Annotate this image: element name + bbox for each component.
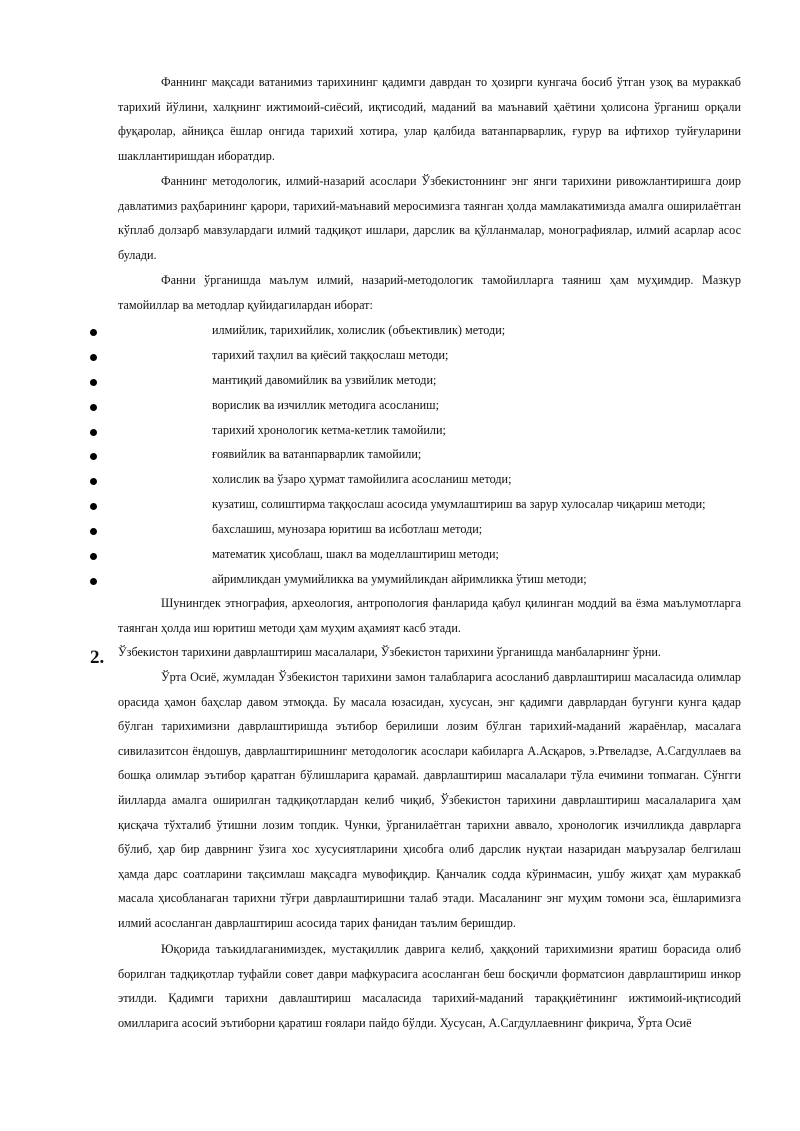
bullet-icon	[90, 404, 97, 411]
list-item: илмийлик, тарихийлик, холислик (объективлик) методи;	[0, 318, 800, 343]
list-item: ғоявийлик ва ватанпарварлик тамойили;	[0, 442, 800, 467]
bullet-icon	[90, 379, 97, 386]
list-item: айримликдан умумийликка ва умумийликдан айримликка ўтиш методи;	[0, 567, 800, 592]
section-number: 2.	[90, 647, 105, 668]
paragraph-ethnography: Шунингдек этнография, археология, антропология фанларида қабул қилинган моддий ва ёзма маълумотларга таянган ҳолда иш юритиш методи ҳам муҳим аҳамият касб этади.	[118, 596, 741, 635]
bullet-icon	[90, 429, 97, 436]
list-item: тарихий таҳлил ва қиёсий таққослаш методи;	[0, 343, 800, 368]
list-item: тарихий хронологик кетма-кетлик тамойили;	[0, 418, 800, 443]
bullet-icon	[90, 478, 97, 485]
bullet-icon	[90, 553, 97, 560]
paragraph-methodology: Фаннинг методологик, илмий-назарий асослари Ўзбекистоннинг энг янги тарихини ривожлантиришга доир давлатимиз раҳбарининг қарори, тарихий-маънавий меросимизга таянган ҳолда мамлакатимизда амалга оширилаётган кўплаб долзарб мавзулардаги илмий тадқиқот ишлари, дарслик ва қўлланмалар, монографиялар, илмий асарлар асос булади.	[118, 174, 741, 262]
list-item: кузатиш, солиштирма таққослаш асосида умумлаштириш ва зарур хулосалар чиқариш методи;	[0, 492, 800, 517]
bullet-icon	[90, 578, 97, 585]
bullet-icon	[90, 329, 97, 336]
bullet-icon	[90, 453, 97, 460]
list-item: мантиқий давомийлик ва узвийлик методи;	[0, 368, 800, 393]
paragraph-independence-period: Юқорида таъкидлаганимиздек, мустақиллик даврига келиб, ҳаққоний тарихимизни яратиш борасида олиб борилган тадқиқотлар туфайли совет даври мафкурасига асосланган беш босқичли форматсион даврлаштириш инкор этилди. Қадимги тарихни давлаштириш масаласида тарихий-маданий тараққиётининг ижтимоий-иқтисодий омилларига асосий эътиборни қаратиш ғоялари пайдо бўлди. Хусусан, А.Сагдуллаевнинг фикрича, Ўрта Осиё	[118, 942, 741, 1030]
bullet-icon	[90, 503, 97, 510]
section-heading: Ўзбекистон тарихини даврлаштириш масалалари, Ўзбекистон тарихини ўрганишда манбаларнинг ўрни.	[118, 645, 661, 659]
paragraph-periodization: Ўрта Осиё, жумладан Ўзбекистон тарихини замон талабларига асосланиб даврлаштириш масаласида олимлар орасида ҳамон баҳслар давом этмоқда. Бу масала юзасидан, хусусан, энг қадимги даврлардан бугунги кунга қадар бўлган тарихимизни даврлаштиришда эътибор берилиши лозим бўлган тарихий-маданий жараёнлар, масалага сивилазитсон ёндошув, даврлаштиришнинг методологик асослари кабиларга А.Асқаров, э.Ртвеладзе, А.Сагдуллаев ва бошқа олимлар эътибор қаратган бўлишларига қарамай. даврлаштириш масалалари тўла ечимини топмаган. Сўнгги йилларда амалга оширилган тадқиқотлардан келиб чиқиб, Ўзбекистон тарихини даврлаштириш масалаларига ҳам қисқача тўхталиб ўтишни лозим топдик. Чунки, ўрганилаётган тарихни аввало, хронологик изчилликда даврларга бўлиб, ҳар бир даврнинг ўзига хос хусусиятларини ҳисобга олиб дарслик нуқтаи назаридан маърузалар белгилаш ҳамда дарс соатларини тақсимлаш мақсадга мувофиқдир. Қанчалик содда кўринмасин, ушбу жиҳат ҳам мураккаб масала ҳисобланаган тарихни тўғри даврлаштиришни талаб этади. Масаланинг энг муҳим томони эса, ёшларимизга илмий асосланган даврлаштириш асосида тарих фанидан таълим беришдир.	[118, 670, 741, 930]
list-item: холислик ва ўзаро ҳурмат тамойилига асосланиш методи;	[0, 467, 800, 492]
list-item: ворислик ва изчиллик методига асосланиш;	[0, 393, 800, 418]
principles-list	[0, 318, 800, 592]
list-item: математик ҳисоблаш, шакл ва моделлаштириш методи;	[0, 542, 800, 567]
bullet-icon	[90, 528, 97, 535]
bullet-icon	[90, 354, 97, 361]
paragraph-principles-intro: Фанни ўрганишда маълум илмий, назарий-методологик тамойилларга таяниш ҳам муҳимдир. Мазкур тамойиллар ва методлар қуйидагилардан иборат:	[118, 273, 741, 312]
list-item: бахслашиш, мунозара юритиш ва исботлаш методи;	[0, 517, 800, 542]
paragraph-course-goal: Фаннинг мақсади ватанимиз тарихининг қадимги даврдан то ҳозирги кунгача босиб ўтган узоқ ва мураккаб тарихий йўлини, халқнинг ижтимоий-сиёсий, иқтисодий, маданий ва маънавий ҳаётини ҳолисона ўрганиш орқали фуқаролар, айниқса ёшлар онгида тарихий хотира, улар қалбида ватанпарварлик, ғурур ва ифтихор туйғуларини шакллантиришдан иборатдир.	[118, 75, 741, 163]
